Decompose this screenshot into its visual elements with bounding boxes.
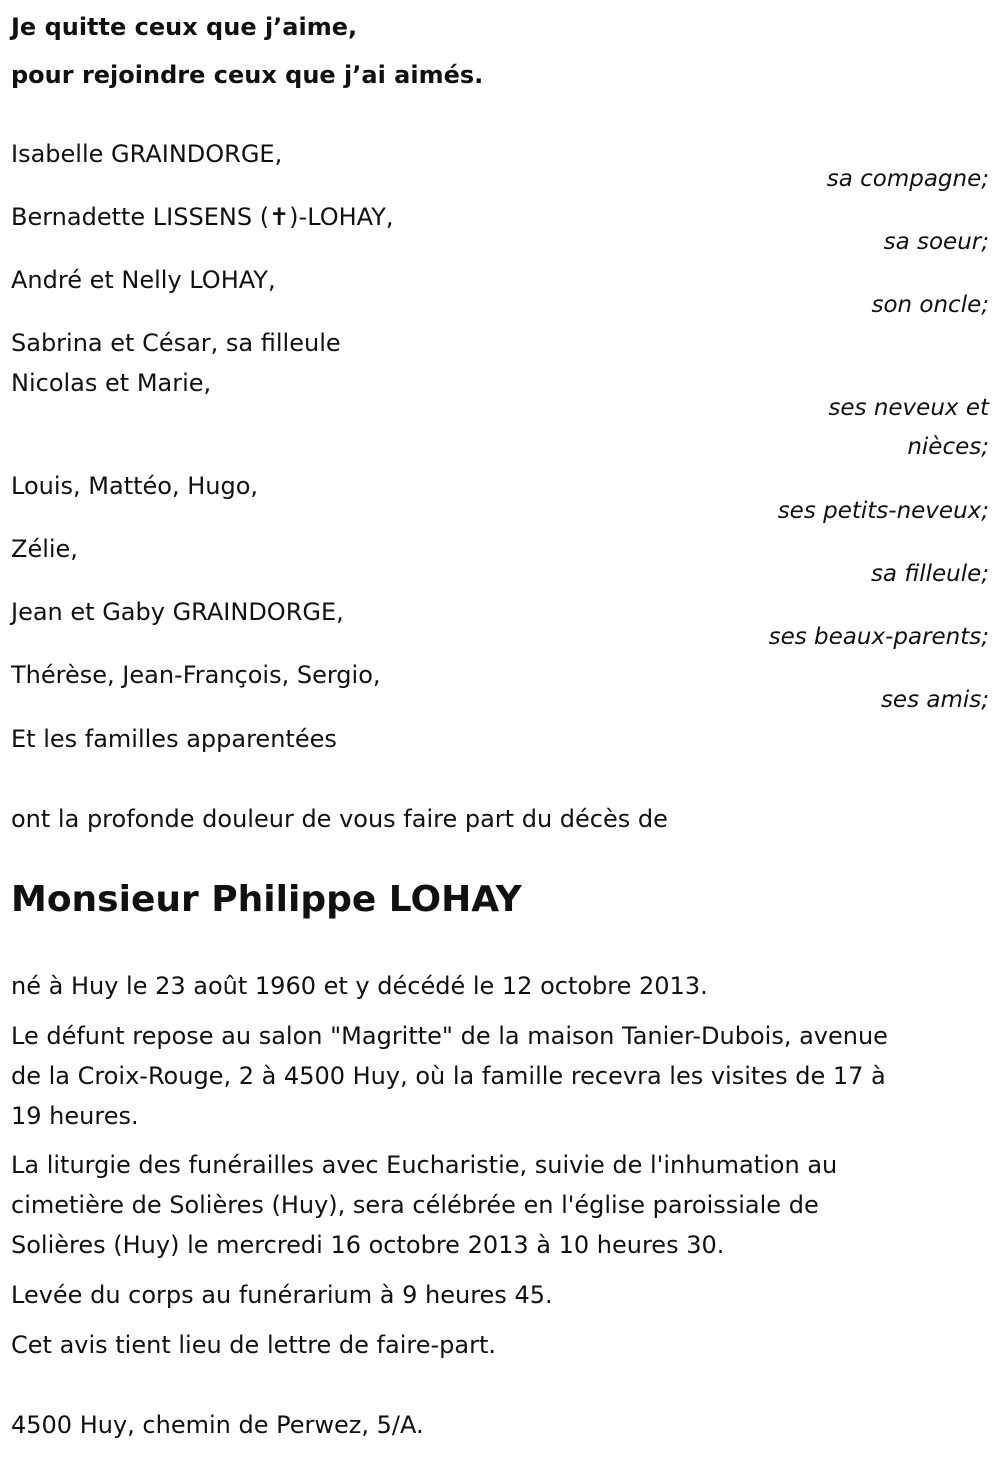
family-member-name: Isabelle GRAINDORGE, — [11, 140, 283, 168]
viewing-paragraph — [11, 1016, 989, 1136]
family-member-relation: son oncle; — [871, 292, 989, 318]
liturgy-line: La liturgie des funérailles avec Eucharistie, suivie de l'inhumation au — [11, 1151, 838, 1179]
family-member-name: André et Nelly LOHAY, — [11, 266, 276, 294]
viewing-line: Le défunt repose au salon "Magritte" de la maison Tanier-Dubois, avenue — [11, 1022, 888, 1050]
family-member-relation: sa compagne; — [826, 166, 989, 192]
liturgy-line: Solières (Huy) le mercredi 16 octobre 2013 à 10 heures 30. — [11, 1231, 725, 1259]
deceased-name: Monsieur Philippe LOHAY — [11, 879, 522, 920]
family-member-relation: ses beaux-parents; — [768, 624, 989, 650]
family-member-relation: sa filleule; — [870, 561, 989, 587]
family-member-name: Bernadette LISSENS (✝)-LOHAY, — [11, 203, 394, 231]
viewing-line: de la Croix-Rouge, 2 à 4500 Huy, où la famille recevra les visites de 17 à — [11, 1062, 886, 1090]
viewing-line: 19 heures. — [11, 1102, 139, 1130]
family-member-relation: nièces; — [907, 434, 989, 460]
family-member-name: Sabrina et César, sa filleule — [11, 329, 341, 357]
epigraph-line-1: Je quitte ceux que j’aime, — [11, 13, 358, 41]
family-member-name: Louis, Mattéo, Hugo, — [11, 472, 259, 500]
announcement: ont la profonde douleur de vous faire part du décès de — [11, 805, 668, 833]
families-line: Et les familles apparentées — [11, 725, 337, 753]
address: 4500 Huy, chemin de Perwez, 5/A. — [11, 1411, 424, 1439]
family-member-relation: ses neveux et — [828, 395, 989, 421]
liturgy-line: cimetière de Solières (Huy), sera célébrée en l'église paroissiale de — [11, 1191, 819, 1219]
notice: Cet avis tient lieu de lettre de faire-part. — [11, 1331, 496, 1359]
family-member-name: Zélie, — [11, 535, 78, 563]
family-member-relation: sa soeur; — [883, 229, 989, 255]
levee: Levée du corps au funérarium à 9 heures 45. — [11, 1281, 553, 1309]
family-member-name: Jean et Gaby GRAINDORGE, — [11, 598, 344, 626]
family-member-name: Nicolas et Marie, — [11, 369, 212, 397]
family-member-relation: ses petits-neveux; — [777, 498, 989, 524]
epigraph-line-2: pour rejoindre ceux que j’ai aimés. — [11, 61, 484, 89]
liturgy-paragraph — [11, 1145, 989, 1265]
family-member-relation: ses amis; — [880, 687, 989, 713]
family-member-name: Thérèse, Jean-François, Sergio, — [11, 661, 381, 689]
birth-death: né à Huy le 23 août 1960 et y décédé le 12 octobre 2013. — [11, 972, 708, 1000]
